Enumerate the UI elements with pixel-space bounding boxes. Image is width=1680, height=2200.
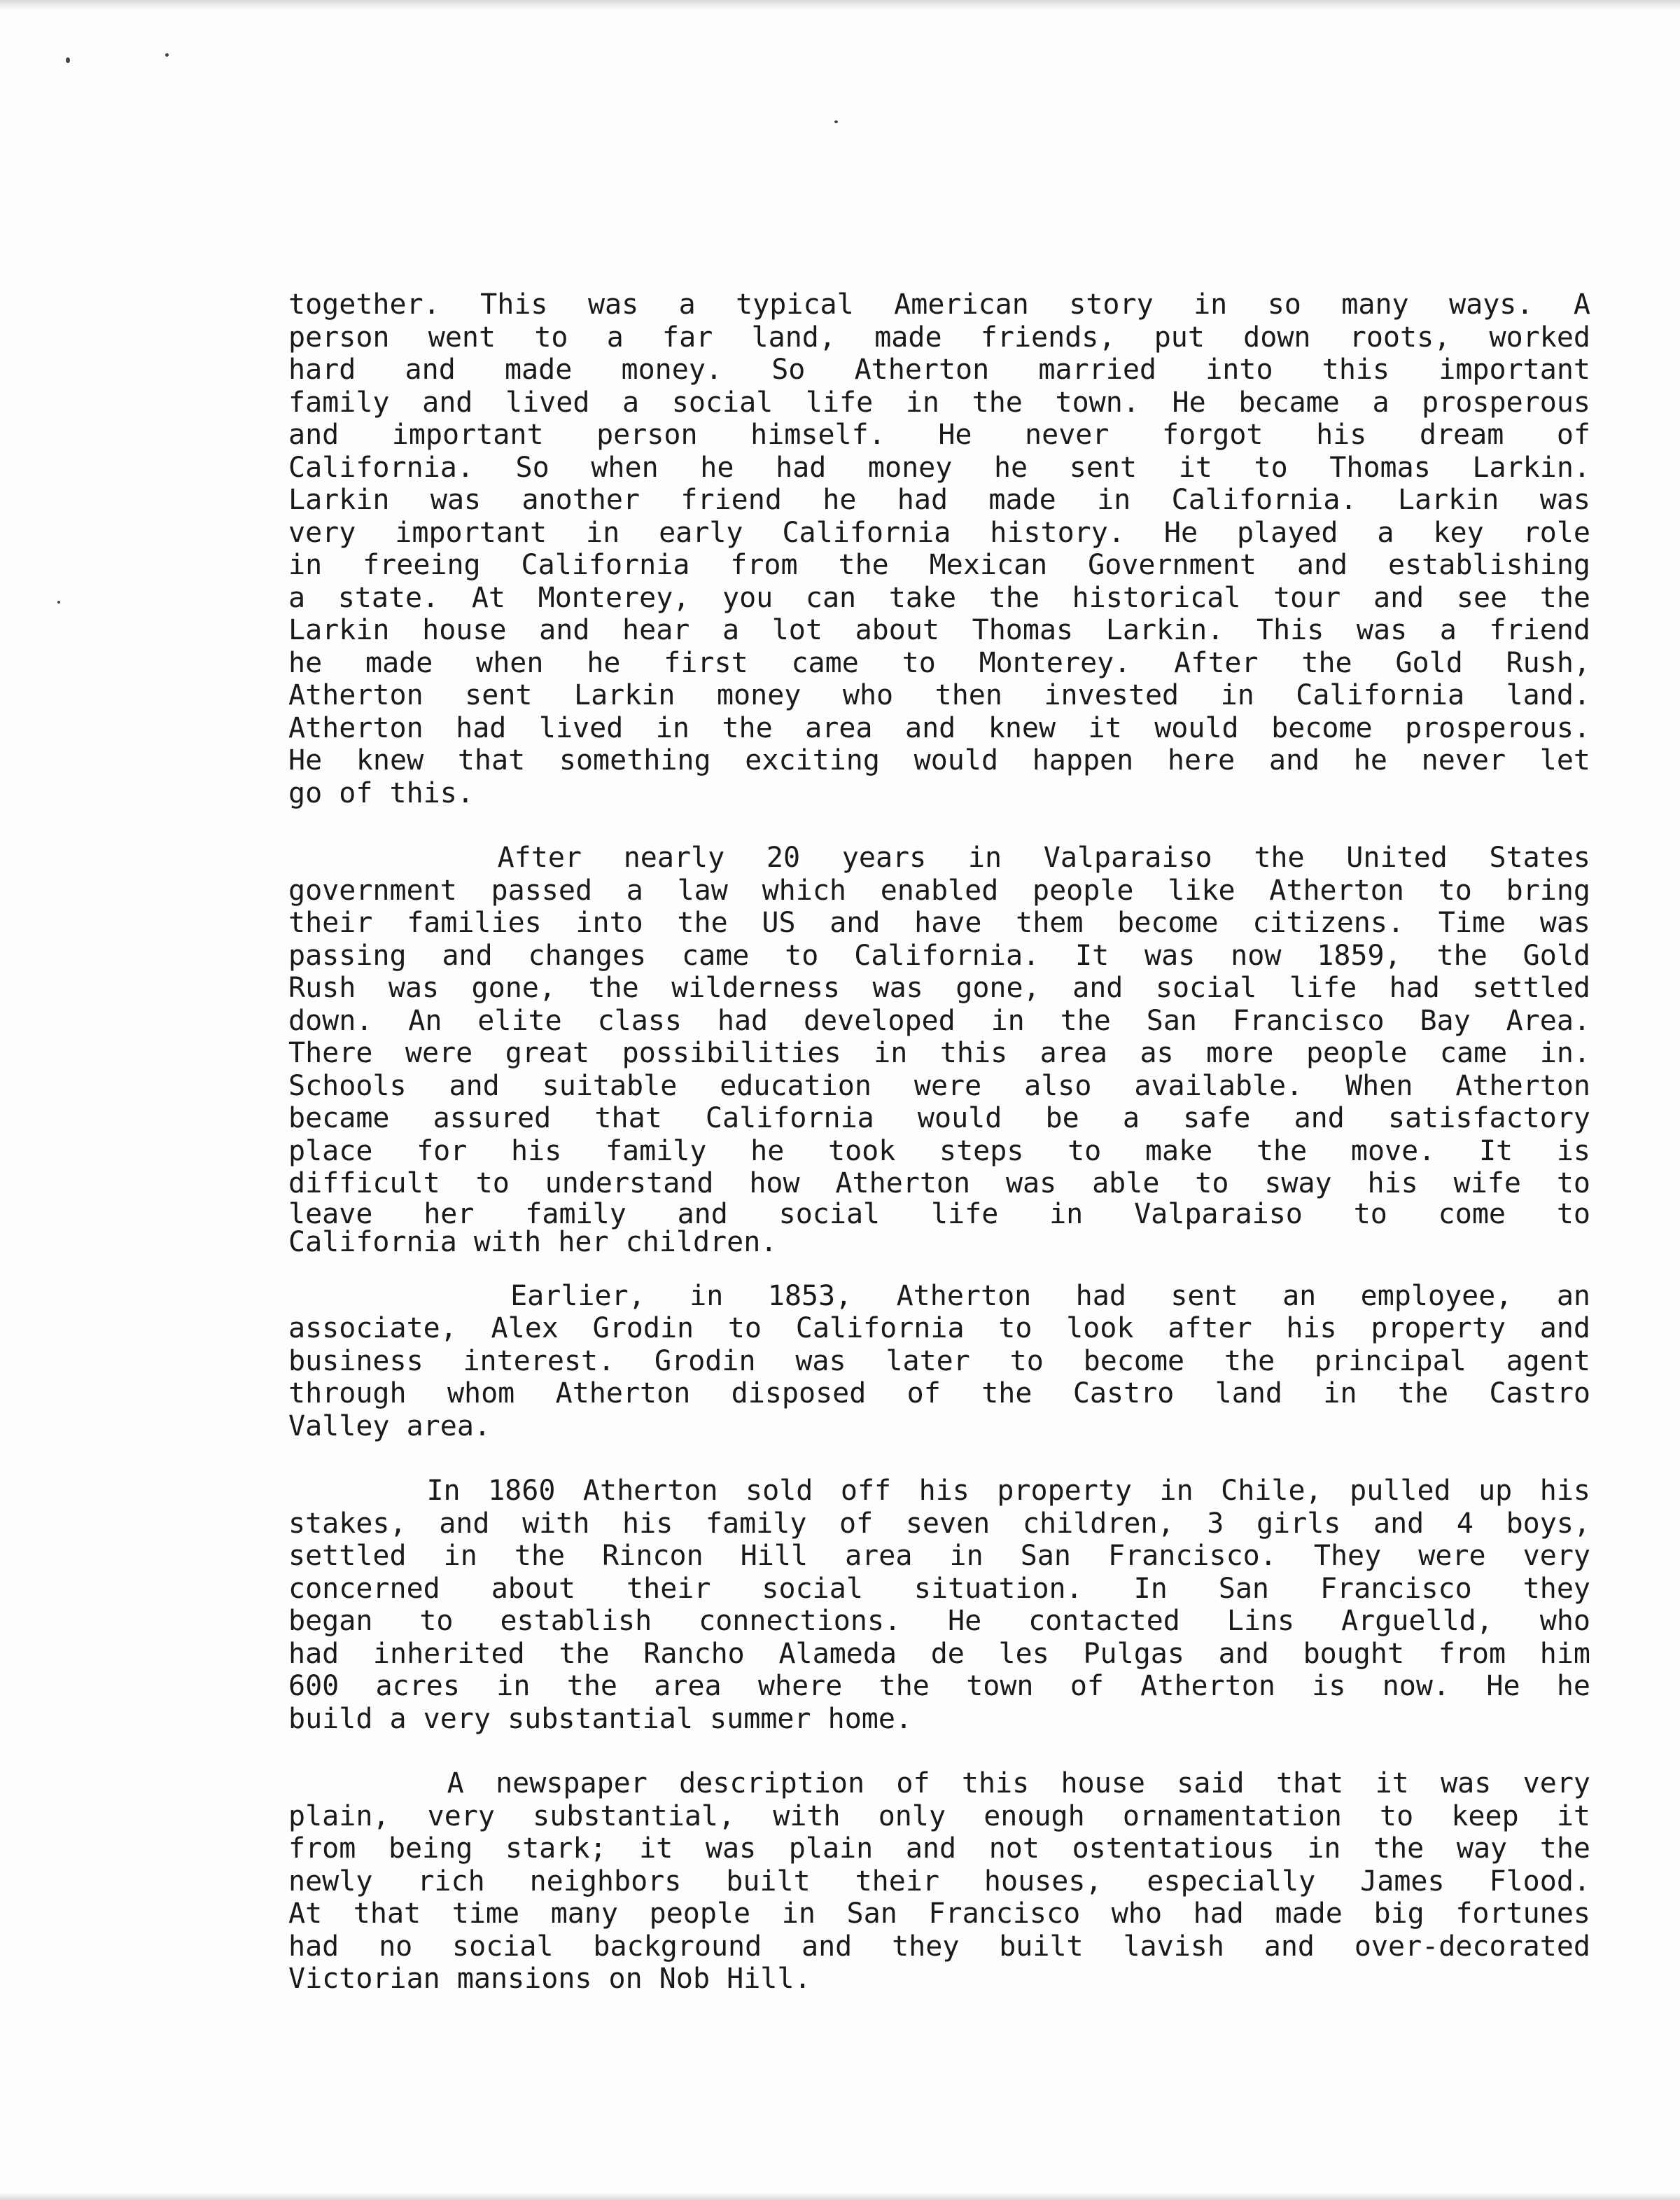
text-line: Valley area. bbox=[288, 1409, 491, 1442]
text-line: He knew that something exciting would happen here and he never let bbox=[288, 744, 1590, 777]
text-line: plain, very substantial, with only enough ornamentation to keep it bbox=[288, 1799, 1590, 1832]
scan-edge-bottom bbox=[0, 2193, 1680, 2200]
text-line: hard and made money. So Atherton married into this important bbox=[288, 354, 1590, 386]
text-line: in freeing California from the Mexican Government and establishing bbox=[288, 549, 1590, 581]
text-line: had inherited the Rancho Alameda de les Pulgas and bought from him bbox=[288, 1637, 1590, 1670]
text-line: Larkin house and hear a lot about Thomas Larkin. This was a friend bbox=[288, 614, 1590, 646]
paragraph-4 bbox=[288, 1475, 1590, 1735]
text-line: leave her family and social life in Valparaiso to come to bbox=[288, 1197, 1590, 1230]
paragraph-gap bbox=[288, 1256, 1590, 1280]
text-line: settled in the Rincon Hill area in San Francisco. They were very bbox=[288, 1540, 1590, 1572]
text-line: In 1860 Atherton sold off his property in Chile, pulled up his bbox=[288, 1475, 1590, 1507]
text-line: down. An elite class had developed in the San Francisco Bay Area. bbox=[288, 1004, 1590, 1037]
text-line: he made when he first came to Monterey. After the Gold Rush, bbox=[288, 646, 1590, 679]
paragraph-gap bbox=[288, 1442, 1590, 1475]
text-line: stakes, and with his family of seven children, 3 girls and 4 boys, bbox=[288, 1507, 1590, 1540]
scan-speck bbox=[834, 120, 838, 123]
text-line: together. This was a typical American story in so many ways. A bbox=[288, 288, 1590, 321]
text-line: and important person himself. He never forgot his dream of bbox=[288, 419, 1590, 451]
text-line: There were great possibilities in this area as more people came in. bbox=[288, 1037, 1590, 1069]
scan-speck bbox=[66, 57, 70, 63]
text-line: government passed a law which enabled people like Atherton to bring bbox=[288, 874, 1590, 907]
text-line: place for his family he took steps to make the move. It is bbox=[288, 1134, 1590, 1167]
text-line: person went to a far land, made friends, put down roots, worked bbox=[288, 321, 1590, 354]
text-line: through whom Atherton disposed of the Castro land in the Castro bbox=[288, 1377, 1590, 1409]
text-line: Atherton had lived in the area and knew it would become prosperous. bbox=[288, 711, 1590, 744]
paragraph-1 bbox=[288, 288, 1590, 809]
text-line: Schools and suitable education were also available. When Atherton bbox=[288, 1069, 1590, 1102]
paragraph-2 bbox=[288, 842, 1590, 1256]
text-line: began to establish connections. He contacted Lins Arguelld, who bbox=[288, 1605, 1590, 1637]
text-line: Earlier, in 1853, Atherton had sent an employee, an bbox=[288, 1279, 1590, 1312]
text-line: Rush was gone, the wilderness was gone, and social life had settled bbox=[288, 972, 1590, 1004]
paragraph-gap bbox=[288, 1735, 1590, 1767]
text-line: build a very substantial summer home. bbox=[288, 1702, 913, 1735]
text-line: family and lived a social life in the town. He became a prosperous bbox=[288, 386, 1590, 419]
text-line: After nearly 20 years in Valparaiso the United States bbox=[288, 842, 1590, 874]
text-line: a state. At Monterey, you can take the historical tour and see the bbox=[288, 581, 1590, 614]
text-line: passing and changes came to California. It was now 1859, the Gold bbox=[288, 939, 1590, 972]
paragraph-gap bbox=[288, 809, 1590, 842]
text-line: had no social background and they built lavish and over-decorated bbox=[288, 1930, 1590, 1963]
text-line: concerned about their social situation. In San Francisco they bbox=[288, 1572, 1590, 1605]
text-line: their families into the US and have them become citizens. Time was bbox=[288, 907, 1590, 939]
scan-edge-top bbox=[0, 0, 1680, 10]
text-line: from being stark; it was plain and not ostentatious in the way the bbox=[288, 1832, 1590, 1865]
text-line: difficult to understand how Atherton was able to sway his wife to bbox=[288, 1167, 1590, 1199]
paragraph-3 bbox=[288, 1280, 1590, 1443]
text-line: A newspaper description of this house said that it was very bbox=[288, 1767, 1590, 1799]
text-line: associate, Alex Grodin to California to look after his property and bbox=[288, 1312, 1590, 1344]
text-line: Atherton sent Larkin money who then invested in California land. bbox=[288, 679, 1590, 711]
text-line: business interest. Grodin was later to become the principal agent bbox=[288, 1344, 1590, 1377]
text-line: 600 acres in the area where the town of Atherton is now. He he bbox=[288, 1670, 1590, 1702]
text-line: go of this. bbox=[288, 777, 474, 809]
text-line: California with her children. bbox=[288, 1225, 778, 1258]
scan-speck bbox=[57, 601, 60, 604]
text-line: very important in early California history. He played a key role bbox=[288, 516, 1590, 549]
text-line: Larkin was another friend he had made in California. Larkin was bbox=[288, 484, 1590, 516]
scan-speck bbox=[165, 53, 169, 57]
text-line: Victorian mansions on Nob Hill. bbox=[288, 1963, 811, 1995]
text-line: California. So when he had money he sent it to Thomas Larkin. bbox=[288, 451, 1590, 484]
document-body bbox=[288, 288, 1590, 1996]
paragraph-5 bbox=[288, 1767, 1590, 1996]
text-line: became assured that California would be a safe and satisfactory bbox=[288, 1102, 1590, 1134]
text-line: newly rich neighbors built their houses, especially James Flood. bbox=[288, 1865, 1590, 1898]
text-line: At that time many people in San Francisco who had made big fortunes bbox=[288, 1898, 1590, 1930]
